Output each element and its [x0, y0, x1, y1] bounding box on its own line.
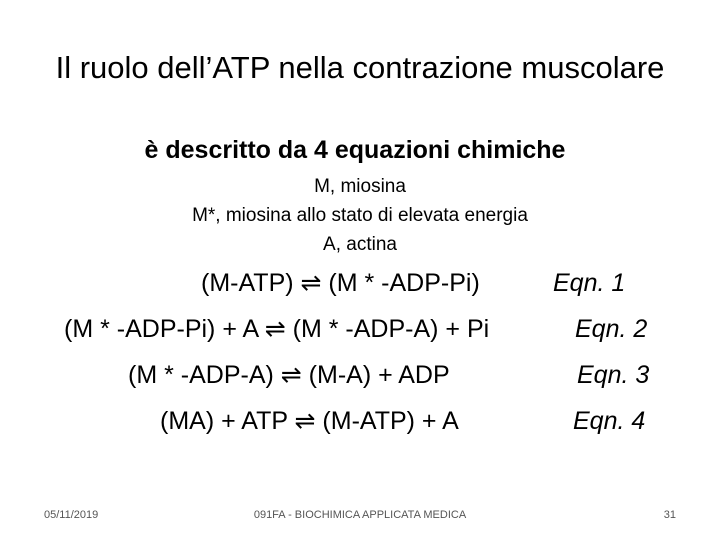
legend-item-m: M, miosina — [314, 176, 406, 197]
legend — [0, 172, 720, 259]
equation-3: (M * -ADP-A) ⇌ (M-A) + ADP — [128, 361, 450, 389]
equation-1-label: Eqn. 1 — [553, 269, 626, 297]
footer-page-number: 31 — [663, 509, 676, 521]
equation-1: (M-ATP) ⇌ (M * -ADP-Pi) — [201, 269, 480, 297]
footer-course: 091FA - BIOCHIMICA APPLICATA MEDICA — [253, 509, 467, 521]
legend-item-a: A, actina — [323, 234, 397, 255]
legend-item-m-star: M*, miosina allo stato di elevata energia — [192, 205, 528, 226]
slide-subtitle: è descritto da 4 equazioni chimiche — [144, 136, 566, 164]
equation-4-label: Eqn. 4 — [573, 407, 646, 435]
equation-2-label: Eqn. 2 — [575, 315, 648, 343]
equation-2: (M * -ADP-Pi) + A ⇌ (M * -ADP-A) + Pi — [64, 315, 490, 343]
equation-4: (MA) + ATP ⇌ (M-ATP) + A — [160, 407, 459, 435]
equation-3-label: Eqn. 3 — [577, 361, 650, 389]
slide-title: Il ruolo dell’ATP nella contrazione muscolare — [55, 50, 665, 85]
footer-date: 05/11/2019 — [44, 509, 99, 521]
